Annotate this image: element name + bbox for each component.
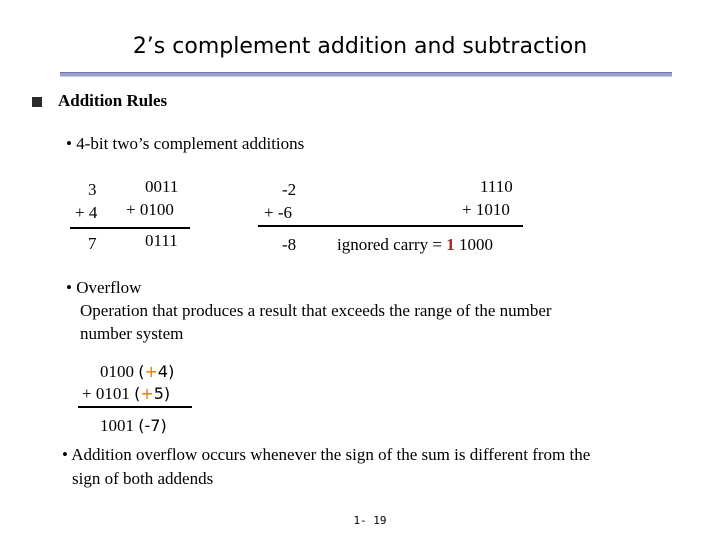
bullet-overflow: • Overflow bbox=[66, 278, 142, 297]
ex1-sum-line bbox=[70, 227, 190, 229]
ex1-a-decimal: 3 bbox=[88, 180, 97, 199]
page-number: 1- 19 bbox=[353, 514, 387, 527]
overflow-row2-plus: + bbox=[140, 384, 154, 403]
bullet-addition-overflow-line2: sign of both addends bbox=[72, 469, 214, 488]
overflow-row1-binary: 0100 bbox=[100, 362, 134, 381]
overflow-row3 bbox=[100, 416, 167, 436]
ex2-sum-binary: 1000 bbox=[458, 235, 493, 254]
carry-bit: 1 bbox=[446, 235, 455, 254]
overflow-definition-line2: number system bbox=[80, 324, 184, 343]
bullet-4bit-additions: • 4-bit two’s complement additions bbox=[66, 134, 305, 153]
ex2-b-binary: + 1010 bbox=[462, 200, 510, 219]
ex2-sum-line bbox=[258, 225, 523, 227]
overflow-row3-value: (-7) bbox=[138, 416, 167, 435]
overflow-row1-paren: ( bbox=[138, 362, 145, 381]
overflow-definition-line1: Operation that produces a result that exceeds the range of the number bbox=[80, 301, 552, 320]
ex1-b-binary: + 0100 bbox=[126, 200, 174, 219]
overflow-row2-binary: + 0101 bbox=[82, 384, 130, 403]
ex2-b-decimal: + -6 bbox=[264, 203, 292, 222]
overflow-row2 bbox=[82, 384, 170, 404]
ex2-a-binary: 1110 bbox=[480, 177, 513, 196]
overflow-row2-paren: ( bbox=[134, 384, 141, 403]
square-bullet-icon bbox=[32, 97, 42, 107]
bullet-addition-overflow-line1: • Addition overflow occurs whenever the sign of the sum is different from the bbox=[62, 445, 591, 464]
overflow-row3-binary: 1001 bbox=[100, 416, 134, 435]
section-heading: Addition Rules bbox=[58, 91, 168, 110]
overflow-row2-value: 5) bbox=[153, 384, 171, 403]
overflow-row1-value: 4) bbox=[157, 362, 175, 381]
ex1-sum-decimal: 7 bbox=[88, 234, 97, 253]
overflow-row1 bbox=[100, 362, 174, 382]
slide-title: 2’s complement addition and subtraction bbox=[132, 34, 588, 59]
ex2-sum-decimal: -8 bbox=[282, 235, 297, 254]
overflow-row1-plus: + bbox=[144, 362, 158, 381]
ex1-b-decimal: + 4 bbox=[75, 203, 98, 222]
ex2-a-decimal: -2 bbox=[282, 180, 297, 199]
ignored-carry-label: ignored carry = bbox=[337, 235, 442, 254]
ex1-sum-binary: 0111 bbox=[145, 231, 178, 250]
ex1-a-binary: 0011 bbox=[145, 177, 179, 196]
overflow-sum-line bbox=[78, 406, 192, 408]
ex2-carry-row bbox=[337, 235, 493, 255]
title-divider bbox=[60, 72, 672, 77]
